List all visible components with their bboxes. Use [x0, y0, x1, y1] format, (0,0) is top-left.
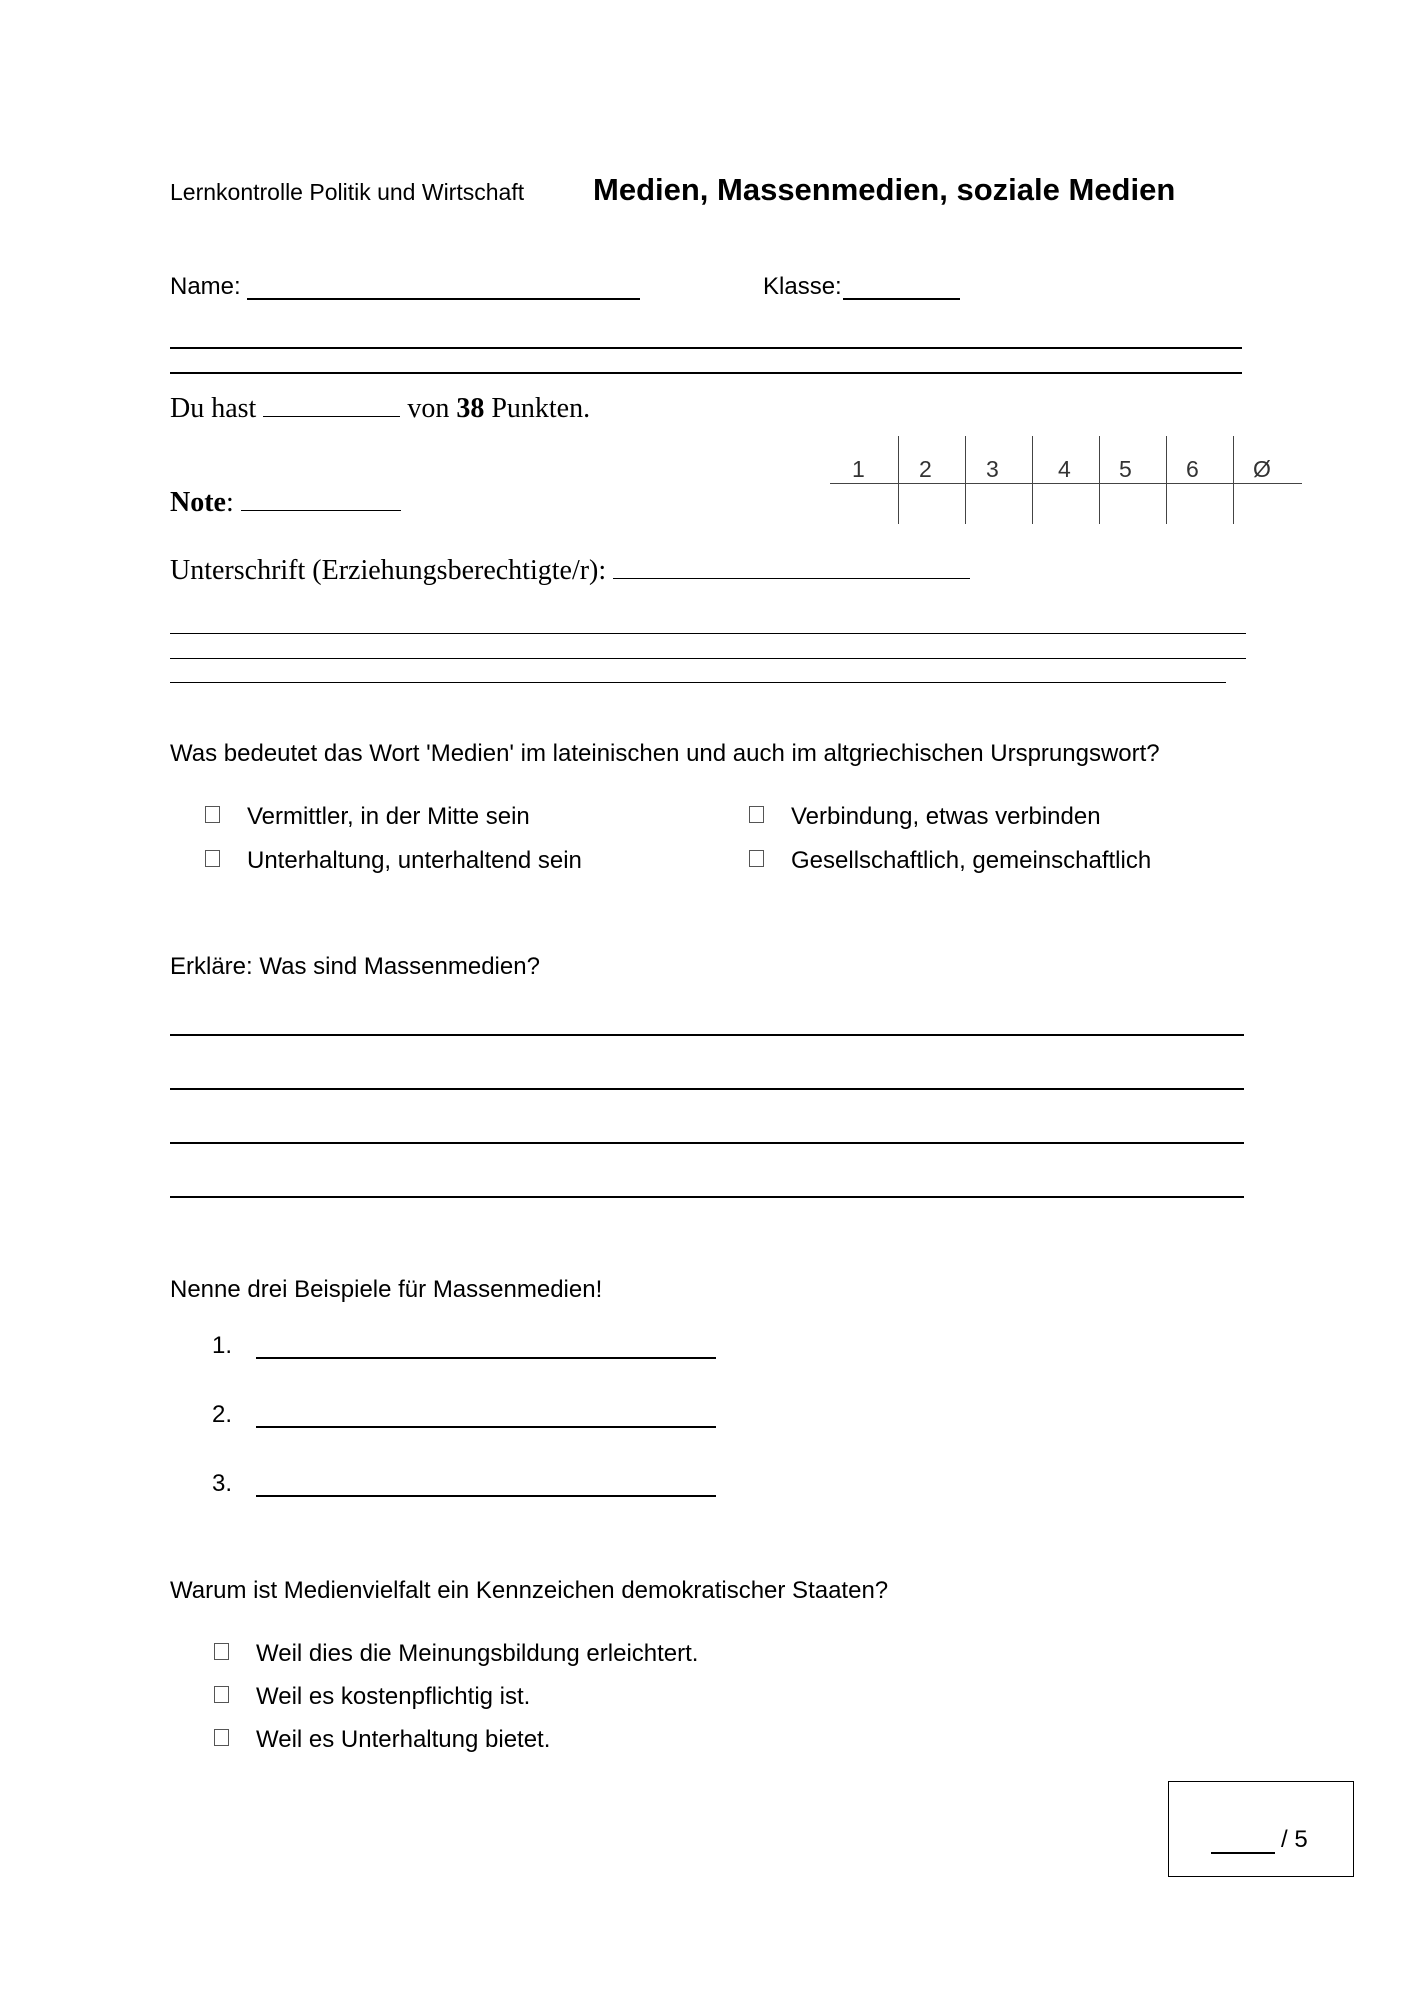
q4-checkbox-3[interactable] — [214, 1729, 229, 1746]
score-prefix: Du hast — [170, 393, 257, 424]
q1-option-1: Vermittler, in der Mitte sein — [247, 803, 530, 830]
list-number-3: 3. — [212, 1470, 233, 1497]
example-field-2[interactable] — [256, 1426, 716, 1428]
example-field-1[interactable] — [256, 1357, 716, 1359]
score-middle: von — [407, 393, 450, 424]
question-4: Warum ist Medienvielfalt ein Kennzeichen demokratischer Staaten? — [170, 1577, 889, 1604]
q4-option-1: Weil dies die Meinungsbildung erleichtert. — [256, 1640, 699, 1667]
answer-line[interactable] — [170, 1034, 1244, 1036]
q1-option-4: Gesellschaftlich, gemeinschaftlich — [791, 847, 1152, 874]
name-field[interactable] — [247, 298, 640, 300]
points-box — [1168, 1781, 1354, 1877]
list-number-1: 1. — [212, 1332, 233, 1359]
class-field[interactable] — [843, 298, 960, 300]
score-line — [170, 392, 590, 426]
grade-line — [170, 486, 401, 520]
grade-col-avg: Ø — [1253, 456, 1271, 482]
list-number-2: 2. — [212, 1401, 233, 1428]
signature-label: Unterschrift (Erziehungsberechtigte/r): — [170, 555, 607, 586]
grade-colon: : — [225, 487, 234, 518]
q1-checkbox-3[interactable] — [205, 850, 220, 867]
q1-option-3: Unterhaltung, unterhaltend sein — [247, 847, 582, 874]
question-2: Erkläre: Was sind Massenmedien? — [170, 953, 540, 980]
grade-table-divider — [1099, 436, 1100, 524]
max-points: 38 — [456, 393, 485, 424]
q1-checkbox-1[interactable] — [205, 806, 220, 823]
answer-line[interactable] — [170, 1142, 1244, 1144]
answer-line[interactable] — [170, 1196, 1244, 1198]
grade-table-divider — [1166, 436, 1167, 524]
score-suffix: Punkten. — [491, 393, 591, 424]
points-field[interactable] — [263, 394, 400, 417]
grade-col-5: 5 — [1119, 456, 1132, 482]
example-field-3[interactable] — [256, 1495, 716, 1497]
question-3: Nenne drei Beispiele für Massenmedien! — [170, 1276, 603, 1303]
grade-table — [830, 436, 1302, 524]
q1-checkbox-4[interactable] — [749, 850, 764, 867]
page-title: Medien, Massenmedien, soziale Medien — [593, 172, 1176, 207]
signature-field[interactable] — [613, 556, 970, 579]
points-max-label: / 5 — [1281, 1826, 1308, 1853]
grade-col-2: 2 — [919, 456, 932, 482]
separator-line — [170, 633, 1246, 634]
q4-option-2: Weil es kostenpflichtig ist. — [256, 1683, 531, 1710]
grade-table-axis — [830, 483, 1302, 484]
name-label: Name: — [170, 273, 241, 300]
question-1: Was bedeutet das Wort 'Medien' im lateinischen und auch im altgriechischen Ursprungswort? — [170, 740, 1160, 767]
grade-table-divider — [1032, 436, 1033, 524]
grade-col-1: 1 — [852, 456, 865, 482]
grade-col-3: 3 — [986, 456, 999, 482]
grade-label: Note — [170, 487, 226, 518]
grade-table-divider — [1233, 436, 1234, 524]
points-field[interactable] — [1211, 1852, 1275, 1854]
grade-col-6: 6 — [1186, 456, 1199, 482]
separator-line — [170, 682, 1226, 683]
class-label: Klasse: — [763, 273, 842, 300]
q4-option-3: Weil es Unterhaltung bietet. — [256, 1726, 551, 1753]
answer-line[interactable] — [170, 1088, 1244, 1090]
q1-checkbox-2[interactable] — [749, 806, 764, 823]
grade-field[interactable] — [241, 488, 401, 511]
signature-line — [170, 554, 970, 588]
grade-col-4: 4 — [1058, 456, 1071, 482]
q4-checkbox-2[interactable] — [214, 1686, 229, 1703]
separator-line — [170, 658, 1246, 659]
grade-table-divider — [965, 436, 966, 524]
separator-line — [170, 372, 1242, 374]
q1-option-2: Verbindung, etwas verbinden — [791, 803, 1101, 830]
grade-table-divider — [898, 436, 899, 524]
subject-label: Lernkontrolle Politik und Wirtschaft — [170, 179, 525, 205]
separator-line — [170, 347, 1242, 349]
q4-checkbox-1[interactable] — [214, 1643, 229, 1660]
